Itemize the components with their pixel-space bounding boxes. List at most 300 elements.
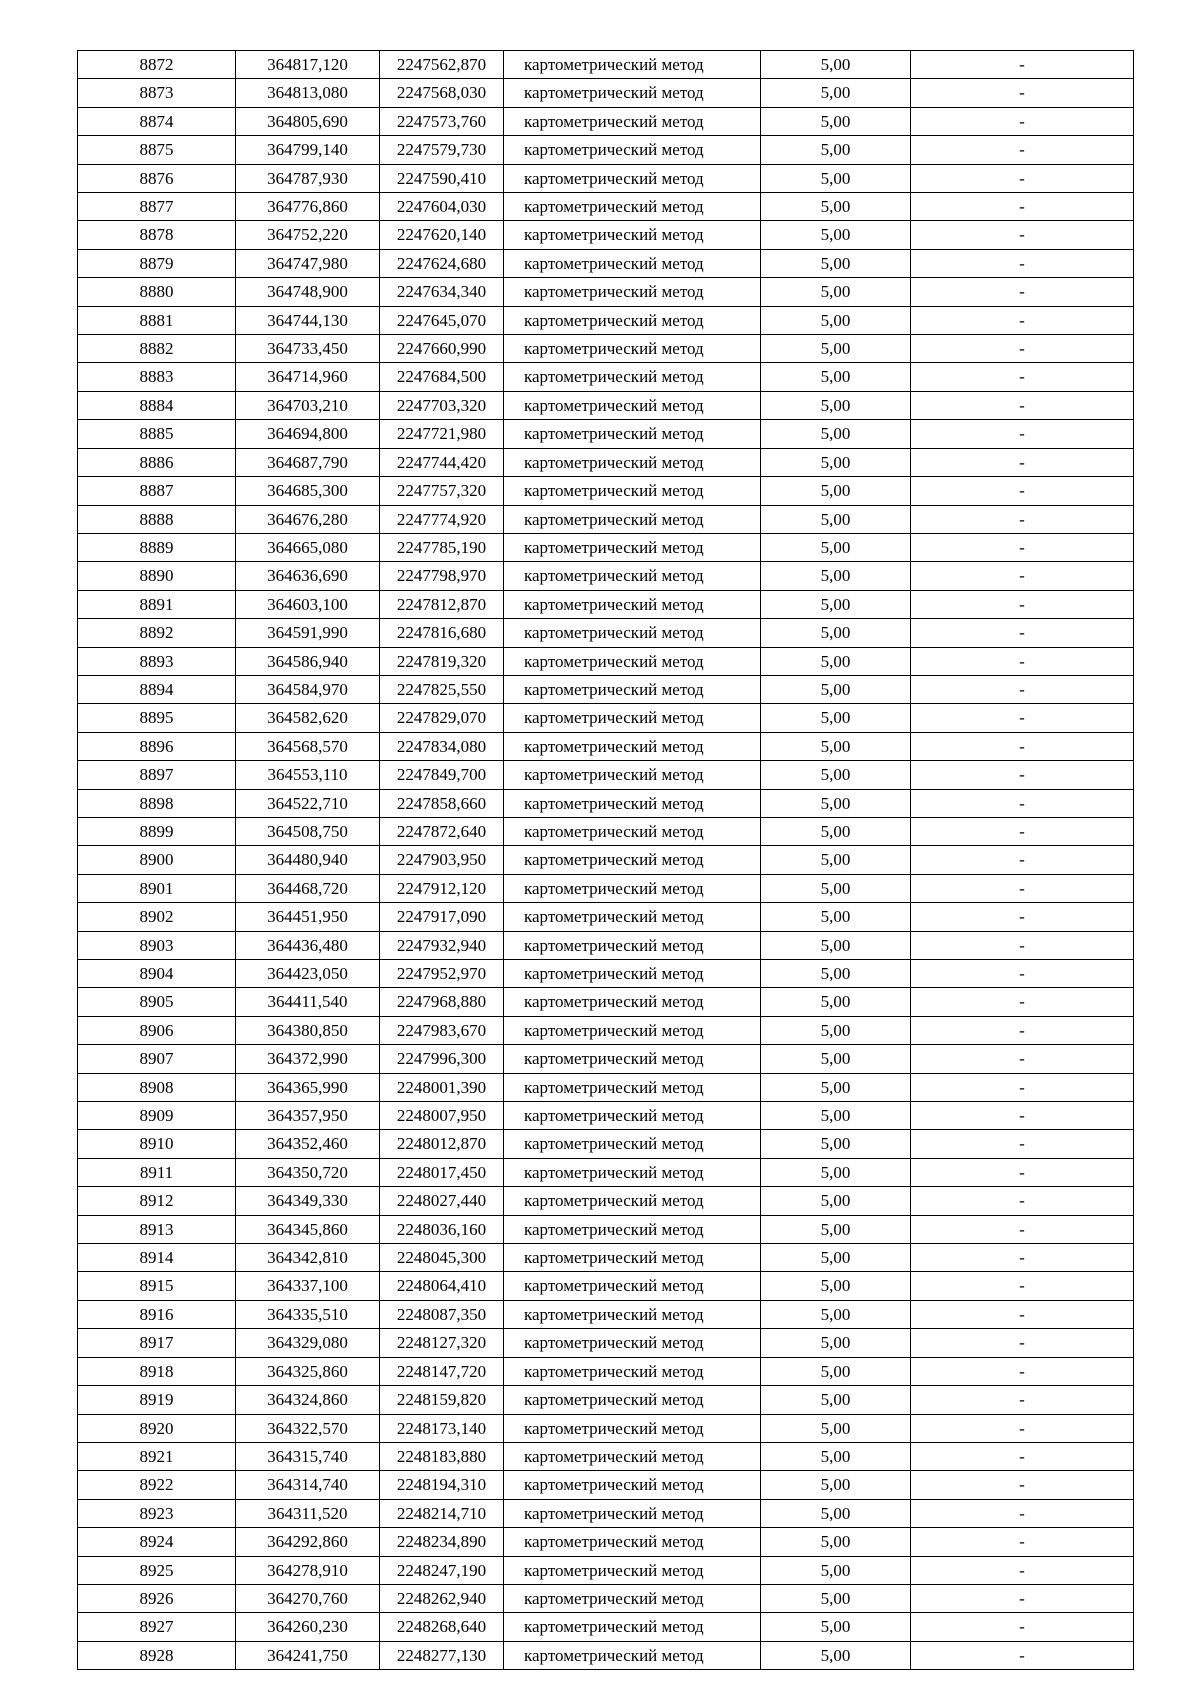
y-coordinate-cell: 2248087,350 [380, 1300, 504, 1328]
x-coordinate-cell: 364687,790 [236, 448, 380, 476]
accuracy-cell: 5,00 [761, 960, 911, 988]
method-cell: картометрический метод [504, 1386, 761, 1414]
point-number-cell: 8911 [78, 1158, 236, 1186]
method-cell: картометрический метод [504, 1584, 761, 1612]
y-coordinate-cell: 2247634,340 [380, 278, 504, 306]
table-row [78, 533, 1134, 561]
method-cell: картометрический метод [504, 1357, 761, 1385]
x-coordinate-cell: 364335,510 [236, 1300, 380, 1328]
accuracy-cell: 5,00 [761, 1499, 911, 1527]
note-cell: - [911, 789, 1134, 817]
point-number-cell: 8878 [78, 221, 236, 249]
method-cell: картометрический метод [504, 136, 761, 164]
x-coordinate-cell: 364315,740 [236, 1442, 380, 1470]
y-coordinate-cell: 2247774,920 [380, 505, 504, 533]
point-number-cell: 8882 [78, 335, 236, 363]
accuracy-cell: 5,00 [761, 562, 911, 590]
y-coordinate-cell: 2248036,160 [380, 1215, 504, 1243]
accuracy-cell: 5,00 [761, 1556, 911, 1584]
point-number-cell: 8886 [78, 448, 236, 476]
y-coordinate-cell: 2247684,500 [380, 363, 504, 391]
y-coordinate-cell: 2247917,090 [380, 903, 504, 931]
table-row [78, 1329, 1134, 1357]
note-cell: - [911, 391, 1134, 419]
note-cell: - [911, 732, 1134, 760]
method-cell: картометрический метод [504, 278, 761, 306]
y-coordinate-cell: 2247573,760 [380, 107, 504, 135]
table-row [78, 903, 1134, 931]
point-number-cell: 8887 [78, 477, 236, 505]
point-number-cell: 8880 [78, 278, 236, 306]
y-coordinate-cell: 2247983,670 [380, 1016, 504, 1044]
accuracy-cell: 5,00 [761, 221, 911, 249]
x-coordinate-cell: 364787,930 [236, 164, 380, 192]
y-coordinate-cell: 2248277,130 [380, 1641, 504, 1669]
x-coordinate-cell: 364270,760 [236, 1584, 380, 1612]
table-row [78, 306, 1134, 334]
method-cell: картометрический метод [504, 1442, 761, 1470]
y-coordinate-cell: 2248194,310 [380, 1471, 504, 1499]
accuracy-cell: 5,00 [761, 647, 911, 675]
table-row [78, 1641, 1134, 1669]
method-cell: картометрический метод [504, 960, 761, 988]
accuracy-cell: 5,00 [761, 448, 911, 476]
table-row [78, 249, 1134, 277]
x-coordinate-cell: 364451,950 [236, 903, 380, 931]
point-number-cell: 8922 [78, 1471, 236, 1499]
table-row [78, 732, 1134, 760]
accuracy-cell: 5,00 [761, 136, 911, 164]
note-cell: - [911, 278, 1134, 306]
point-number-cell: 8919 [78, 1386, 236, 1414]
point-number-cell: 8874 [78, 107, 236, 135]
table-row [78, 846, 1134, 874]
y-coordinate-cell: 2248001,390 [380, 1073, 504, 1101]
note-cell: - [911, 931, 1134, 959]
table-row [78, 988, 1134, 1016]
note-cell: - [911, 1357, 1134, 1385]
point-number-cell: 8885 [78, 420, 236, 448]
table-row [78, 789, 1134, 817]
note-cell: - [911, 817, 1134, 845]
point-number-cell: 8908 [78, 1073, 236, 1101]
y-coordinate-cell: 2248214,710 [380, 1499, 504, 1527]
method-cell: картометрический метод [504, 1471, 761, 1499]
method-cell: картометрический метод [504, 306, 761, 334]
accuracy-cell: 5,00 [761, 477, 911, 505]
y-coordinate-cell: 2248183,880 [380, 1442, 504, 1470]
x-coordinate-cell: 364314,740 [236, 1471, 380, 1499]
point-number-cell: 8897 [78, 761, 236, 789]
accuracy-cell: 5,00 [761, 1073, 911, 1101]
accuracy-cell: 5,00 [761, 1414, 911, 1442]
accuracy-cell: 5,00 [761, 51, 911, 79]
table-row [78, 1130, 1134, 1158]
method-cell: картометрический метод [504, 51, 761, 79]
method-cell: картометрический метод [504, 1414, 761, 1442]
method-cell: картометрический метод [504, 931, 761, 959]
x-coordinate-cell: 364329,080 [236, 1329, 380, 1357]
note-cell: - [911, 136, 1134, 164]
y-coordinate-cell: 2247590,410 [380, 164, 504, 192]
method-cell: картометрический метод [504, 562, 761, 590]
y-coordinate-cell: 2247703,320 [380, 391, 504, 419]
table-row [78, 704, 1134, 732]
note-cell: - [911, 1045, 1134, 1073]
accuracy-cell: 5,00 [761, 1244, 911, 1272]
note-cell: - [911, 619, 1134, 647]
y-coordinate-cell: 2247812,870 [380, 590, 504, 618]
accuracy-cell: 5,00 [761, 1329, 911, 1357]
method-cell: картометрический метод [504, 505, 761, 533]
point-number-cell: 8881 [78, 306, 236, 334]
method-cell: картометрический метод [504, 817, 761, 845]
table-row [78, 761, 1134, 789]
y-coordinate-cell: 2247744,420 [380, 448, 504, 476]
method-cell: картометрический метод [504, 1130, 761, 1158]
x-coordinate-cell: 364752,220 [236, 221, 380, 249]
y-coordinate-cell: 2247798,970 [380, 562, 504, 590]
note-cell: - [911, 505, 1134, 533]
x-coordinate-cell: 364776,860 [236, 193, 380, 221]
table-row [78, 79, 1134, 107]
point-number-cell: 8877 [78, 193, 236, 221]
accuracy-cell: 5,00 [761, 278, 911, 306]
x-coordinate-cell: 364703,210 [236, 391, 380, 419]
note-cell: - [911, 1499, 1134, 1527]
y-coordinate-cell: 2248234,890 [380, 1528, 504, 1556]
x-coordinate-cell: 364436,480 [236, 931, 380, 959]
x-coordinate-cell: 364260,230 [236, 1613, 380, 1641]
method-cell: картометрический метод [504, 874, 761, 902]
accuracy-cell: 5,00 [761, 1300, 911, 1328]
x-coordinate-cell: 364744,130 [236, 306, 380, 334]
method-cell: картометрический метод [504, 164, 761, 192]
note-cell: - [911, 1215, 1134, 1243]
accuracy-cell: 5,00 [761, 1357, 911, 1385]
accuracy-cell: 5,00 [761, 1613, 911, 1641]
accuracy-cell: 5,00 [761, 874, 911, 902]
method-cell: картометрический метод [504, 590, 761, 618]
note-cell: - [911, 1414, 1134, 1442]
x-coordinate-cell: 364685,300 [236, 477, 380, 505]
note-cell: - [911, 1641, 1134, 1669]
accuracy-cell: 5,00 [761, 817, 911, 845]
x-coordinate-cell: 364568,570 [236, 732, 380, 760]
y-coordinate-cell: 2248027,440 [380, 1187, 504, 1215]
table-row [78, 420, 1134, 448]
method-cell: картометрический метод [504, 1613, 761, 1641]
y-coordinate-cell: 2247858,660 [380, 789, 504, 817]
table-row [78, 136, 1134, 164]
table-row [78, 1016, 1134, 1044]
x-coordinate-cell: 364350,720 [236, 1158, 380, 1186]
point-number-cell: 8889 [78, 533, 236, 561]
point-number-cell: 8915 [78, 1272, 236, 1300]
method-cell: картометрический метод [504, 846, 761, 874]
note-cell: - [911, 675, 1134, 703]
x-coordinate-cell: 364324,860 [236, 1386, 380, 1414]
point-number-cell: 8896 [78, 732, 236, 760]
note-cell: - [911, 1016, 1134, 1044]
method-cell: картометрический метод [504, 533, 761, 561]
table-row [78, 1499, 1134, 1527]
y-coordinate-cell: 2248159,820 [380, 1386, 504, 1414]
y-coordinate-cell: 2247660,990 [380, 335, 504, 363]
table-row [78, 817, 1134, 845]
note-cell: - [911, 988, 1134, 1016]
x-coordinate-cell: 364748,900 [236, 278, 380, 306]
x-coordinate-cell: 364423,050 [236, 960, 380, 988]
x-coordinate-cell: 364694,800 [236, 420, 380, 448]
table-row [78, 363, 1134, 391]
y-coordinate-cell: 2247562,870 [380, 51, 504, 79]
accuracy-cell: 5,00 [761, 1442, 911, 1470]
table-row [78, 931, 1134, 959]
table-row [78, 193, 1134, 221]
point-number-cell: 8917 [78, 1329, 236, 1357]
note-cell: - [911, 1556, 1134, 1584]
x-coordinate-cell: 364676,280 [236, 505, 380, 533]
x-coordinate-cell: 364311,520 [236, 1499, 380, 1527]
note-cell: - [911, 1329, 1134, 1357]
method-cell: картометрический метод [504, 704, 761, 732]
table-row [78, 1272, 1134, 1300]
point-number-cell: 8890 [78, 562, 236, 590]
note-cell: - [911, 1528, 1134, 1556]
point-number-cell: 8884 [78, 391, 236, 419]
method-cell: картометрический метод [504, 391, 761, 419]
x-coordinate-cell: 364411,540 [236, 988, 380, 1016]
method-cell: картометрический метод [504, 647, 761, 675]
method-cell: картометрический метод [504, 903, 761, 931]
note-cell: - [911, 420, 1134, 448]
table-row [78, 391, 1134, 419]
y-coordinate-cell: 2247757,320 [380, 477, 504, 505]
accuracy-cell: 5,00 [761, 1045, 911, 1073]
accuracy-cell: 5,00 [761, 619, 911, 647]
point-number-cell: 8914 [78, 1244, 236, 1272]
table-row [78, 335, 1134, 363]
point-number-cell: 8888 [78, 505, 236, 533]
table-row [78, 1528, 1134, 1556]
method-cell: картометрический метод [504, 1272, 761, 1300]
x-coordinate-cell: 364665,080 [236, 533, 380, 561]
method-cell: картометрический метод [504, 1556, 761, 1584]
table-row [78, 1442, 1134, 1470]
note-cell: - [911, 335, 1134, 363]
x-coordinate-cell: 364349,330 [236, 1187, 380, 1215]
note-cell: - [911, 249, 1134, 277]
x-coordinate-cell: 364322,570 [236, 1414, 380, 1442]
point-number-cell: 8900 [78, 846, 236, 874]
point-number-cell: 8923 [78, 1499, 236, 1527]
point-number-cell: 8894 [78, 675, 236, 703]
note-cell: - [911, 1187, 1134, 1215]
x-coordinate-cell: 364365,990 [236, 1073, 380, 1101]
y-coordinate-cell: 2247785,190 [380, 533, 504, 561]
note-cell: - [911, 1584, 1134, 1612]
method-cell: картометрический метод [504, 761, 761, 789]
point-number-cell: 8918 [78, 1357, 236, 1385]
note-cell: - [911, 562, 1134, 590]
y-coordinate-cell: 2247721,980 [380, 420, 504, 448]
method-cell: картометрический метод [504, 1187, 761, 1215]
accuracy-cell: 5,00 [761, 363, 911, 391]
accuracy-cell: 5,00 [761, 164, 911, 192]
y-coordinate-cell: 2247825,550 [380, 675, 504, 703]
x-coordinate-cell: 364817,120 [236, 51, 380, 79]
table-row [78, 675, 1134, 703]
table-row [78, 107, 1134, 135]
note-cell: - [911, 477, 1134, 505]
table-row [78, 1584, 1134, 1612]
point-number-cell: 8875 [78, 136, 236, 164]
method-cell: картометрический метод [504, 1158, 761, 1186]
y-coordinate-cell: 2248262,940 [380, 1584, 504, 1612]
method-cell: картометрический метод [504, 477, 761, 505]
y-coordinate-cell: 2247624,680 [380, 249, 504, 277]
x-coordinate-cell: 364586,940 [236, 647, 380, 675]
y-coordinate-cell: 2247645,070 [380, 306, 504, 334]
point-number-cell: 8924 [78, 1528, 236, 1556]
x-coordinate-cell: 364241,750 [236, 1641, 380, 1669]
method-cell: картометрический метод [504, 79, 761, 107]
table-row [78, 1215, 1134, 1243]
note-cell: - [911, 221, 1134, 249]
x-coordinate-cell: 364337,100 [236, 1272, 380, 1300]
note-cell: - [911, 1300, 1134, 1328]
x-coordinate-cell: 364553,110 [236, 761, 380, 789]
y-coordinate-cell: 2247968,880 [380, 988, 504, 1016]
y-coordinate-cell: 2247829,070 [380, 704, 504, 732]
note-cell: - [911, 1471, 1134, 1499]
table-row [78, 619, 1134, 647]
x-coordinate-cell: 364522,710 [236, 789, 380, 817]
method-cell: картометрический метод [504, 1528, 761, 1556]
x-coordinate-cell: 364372,990 [236, 1045, 380, 1073]
coordinates-table-body [78, 51, 1134, 1670]
y-coordinate-cell: 2248173,140 [380, 1414, 504, 1442]
method-cell: картометрический метод [504, 1641, 761, 1669]
method-cell: картометрический метод [504, 1102, 761, 1130]
y-coordinate-cell: 2247932,940 [380, 931, 504, 959]
x-coordinate-cell: 364325,860 [236, 1357, 380, 1385]
point-number-cell: 8876 [78, 164, 236, 192]
y-coordinate-cell: 2248268,640 [380, 1613, 504, 1641]
point-number-cell: 8905 [78, 988, 236, 1016]
x-coordinate-cell: 364805,690 [236, 107, 380, 135]
note-cell: - [911, 306, 1134, 334]
y-coordinate-cell: 2247620,140 [380, 221, 504, 249]
accuracy-cell: 5,00 [761, 931, 911, 959]
method-cell: картометрический метод [504, 420, 761, 448]
y-coordinate-cell: 2247996,300 [380, 1045, 504, 1073]
method-cell: картометрический метод [504, 1300, 761, 1328]
method-cell: картометрический метод [504, 675, 761, 703]
x-coordinate-cell: 364278,910 [236, 1556, 380, 1584]
table-row [78, 164, 1134, 192]
accuracy-cell: 5,00 [761, 1272, 911, 1300]
point-number-cell: 8892 [78, 619, 236, 647]
method-cell: картометрический метод [504, 619, 761, 647]
method-cell: картометрический метод [504, 1244, 761, 1272]
accuracy-cell: 5,00 [761, 1641, 911, 1669]
table-row [78, 1386, 1134, 1414]
accuracy-cell: 5,00 [761, 306, 911, 334]
point-number-cell: 8895 [78, 704, 236, 732]
table-row [78, 477, 1134, 505]
accuracy-cell: 5,00 [761, 1158, 911, 1186]
note-cell: - [911, 874, 1134, 902]
x-coordinate-cell: 364380,850 [236, 1016, 380, 1044]
note-cell: - [911, 704, 1134, 732]
point-number-cell: 8903 [78, 931, 236, 959]
x-coordinate-cell: 364352,460 [236, 1130, 380, 1158]
note-cell: - [911, 1272, 1134, 1300]
y-coordinate-cell: 2247604,030 [380, 193, 504, 221]
y-coordinate-cell: 2248127,320 [380, 1329, 504, 1357]
x-coordinate-cell: 364508,750 [236, 817, 380, 845]
accuracy-cell: 5,00 [761, 193, 911, 221]
note-cell: - [911, 164, 1134, 192]
accuracy-cell: 5,00 [761, 590, 911, 618]
method-cell: картометрический метод [504, 249, 761, 277]
y-coordinate-cell: 2248247,190 [380, 1556, 504, 1584]
note-cell: - [911, 193, 1134, 221]
table-row [78, 1556, 1134, 1584]
method-cell: картометрический метод [504, 193, 761, 221]
accuracy-cell: 5,00 [761, 846, 911, 874]
method-cell: картометрический метод [504, 1329, 761, 1357]
y-coordinate-cell: 2248007,950 [380, 1102, 504, 1130]
y-coordinate-cell: 2248064,410 [380, 1272, 504, 1300]
accuracy-cell: 5,00 [761, 420, 911, 448]
point-number-cell: 8873 [78, 79, 236, 107]
method-cell: картометрический метод [504, 732, 761, 760]
method-cell: картометрический метод [504, 363, 761, 391]
note-cell: - [911, 79, 1134, 107]
note-cell: - [911, 846, 1134, 874]
y-coordinate-cell: 2248017,450 [380, 1158, 504, 1186]
method-cell: картометрический метод [504, 221, 761, 249]
table-row [78, 874, 1134, 902]
y-coordinate-cell: 2248147,720 [380, 1357, 504, 1385]
point-number-cell: 8883 [78, 363, 236, 391]
x-coordinate-cell: 364345,860 [236, 1215, 380, 1243]
point-number-cell: 8910 [78, 1130, 236, 1158]
table-row [78, 448, 1134, 476]
point-number-cell: 8904 [78, 960, 236, 988]
accuracy-cell: 5,00 [761, 1215, 911, 1243]
table-row [78, 1244, 1134, 1272]
point-number-cell: 8893 [78, 647, 236, 675]
method-cell: картометрический метод [504, 107, 761, 135]
table-row [78, 278, 1134, 306]
y-coordinate-cell: 2247903,950 [380, 846, 504, 874]
y-coordinate-cell: 2248012,870 [380, 1130, 504, 1158]
note-cell: - [911, 1158, 1134, 1186]
point-number-cell: 8913 [78, 1215, 236, 1243]
point-number-cell: 8927 [78, 1613, 236, 1641]
x-coordinate-cell: 364480,940 [236, 846, 380, 874]
point-number-cell: 8901 [78, 874, 236, 902]
accuracy-cell: 5,00 [761, 1584, 911, 1612]
point-number-cell: 8902 [78, 903, 236, 931]
x-coordinate-cell: 364468,720 [236, 874, 380, 902]
note-cell: - [911, 960, 1134, 988]
x-coordinate-cell: 364603,100 [236, 590, 380, 618]
